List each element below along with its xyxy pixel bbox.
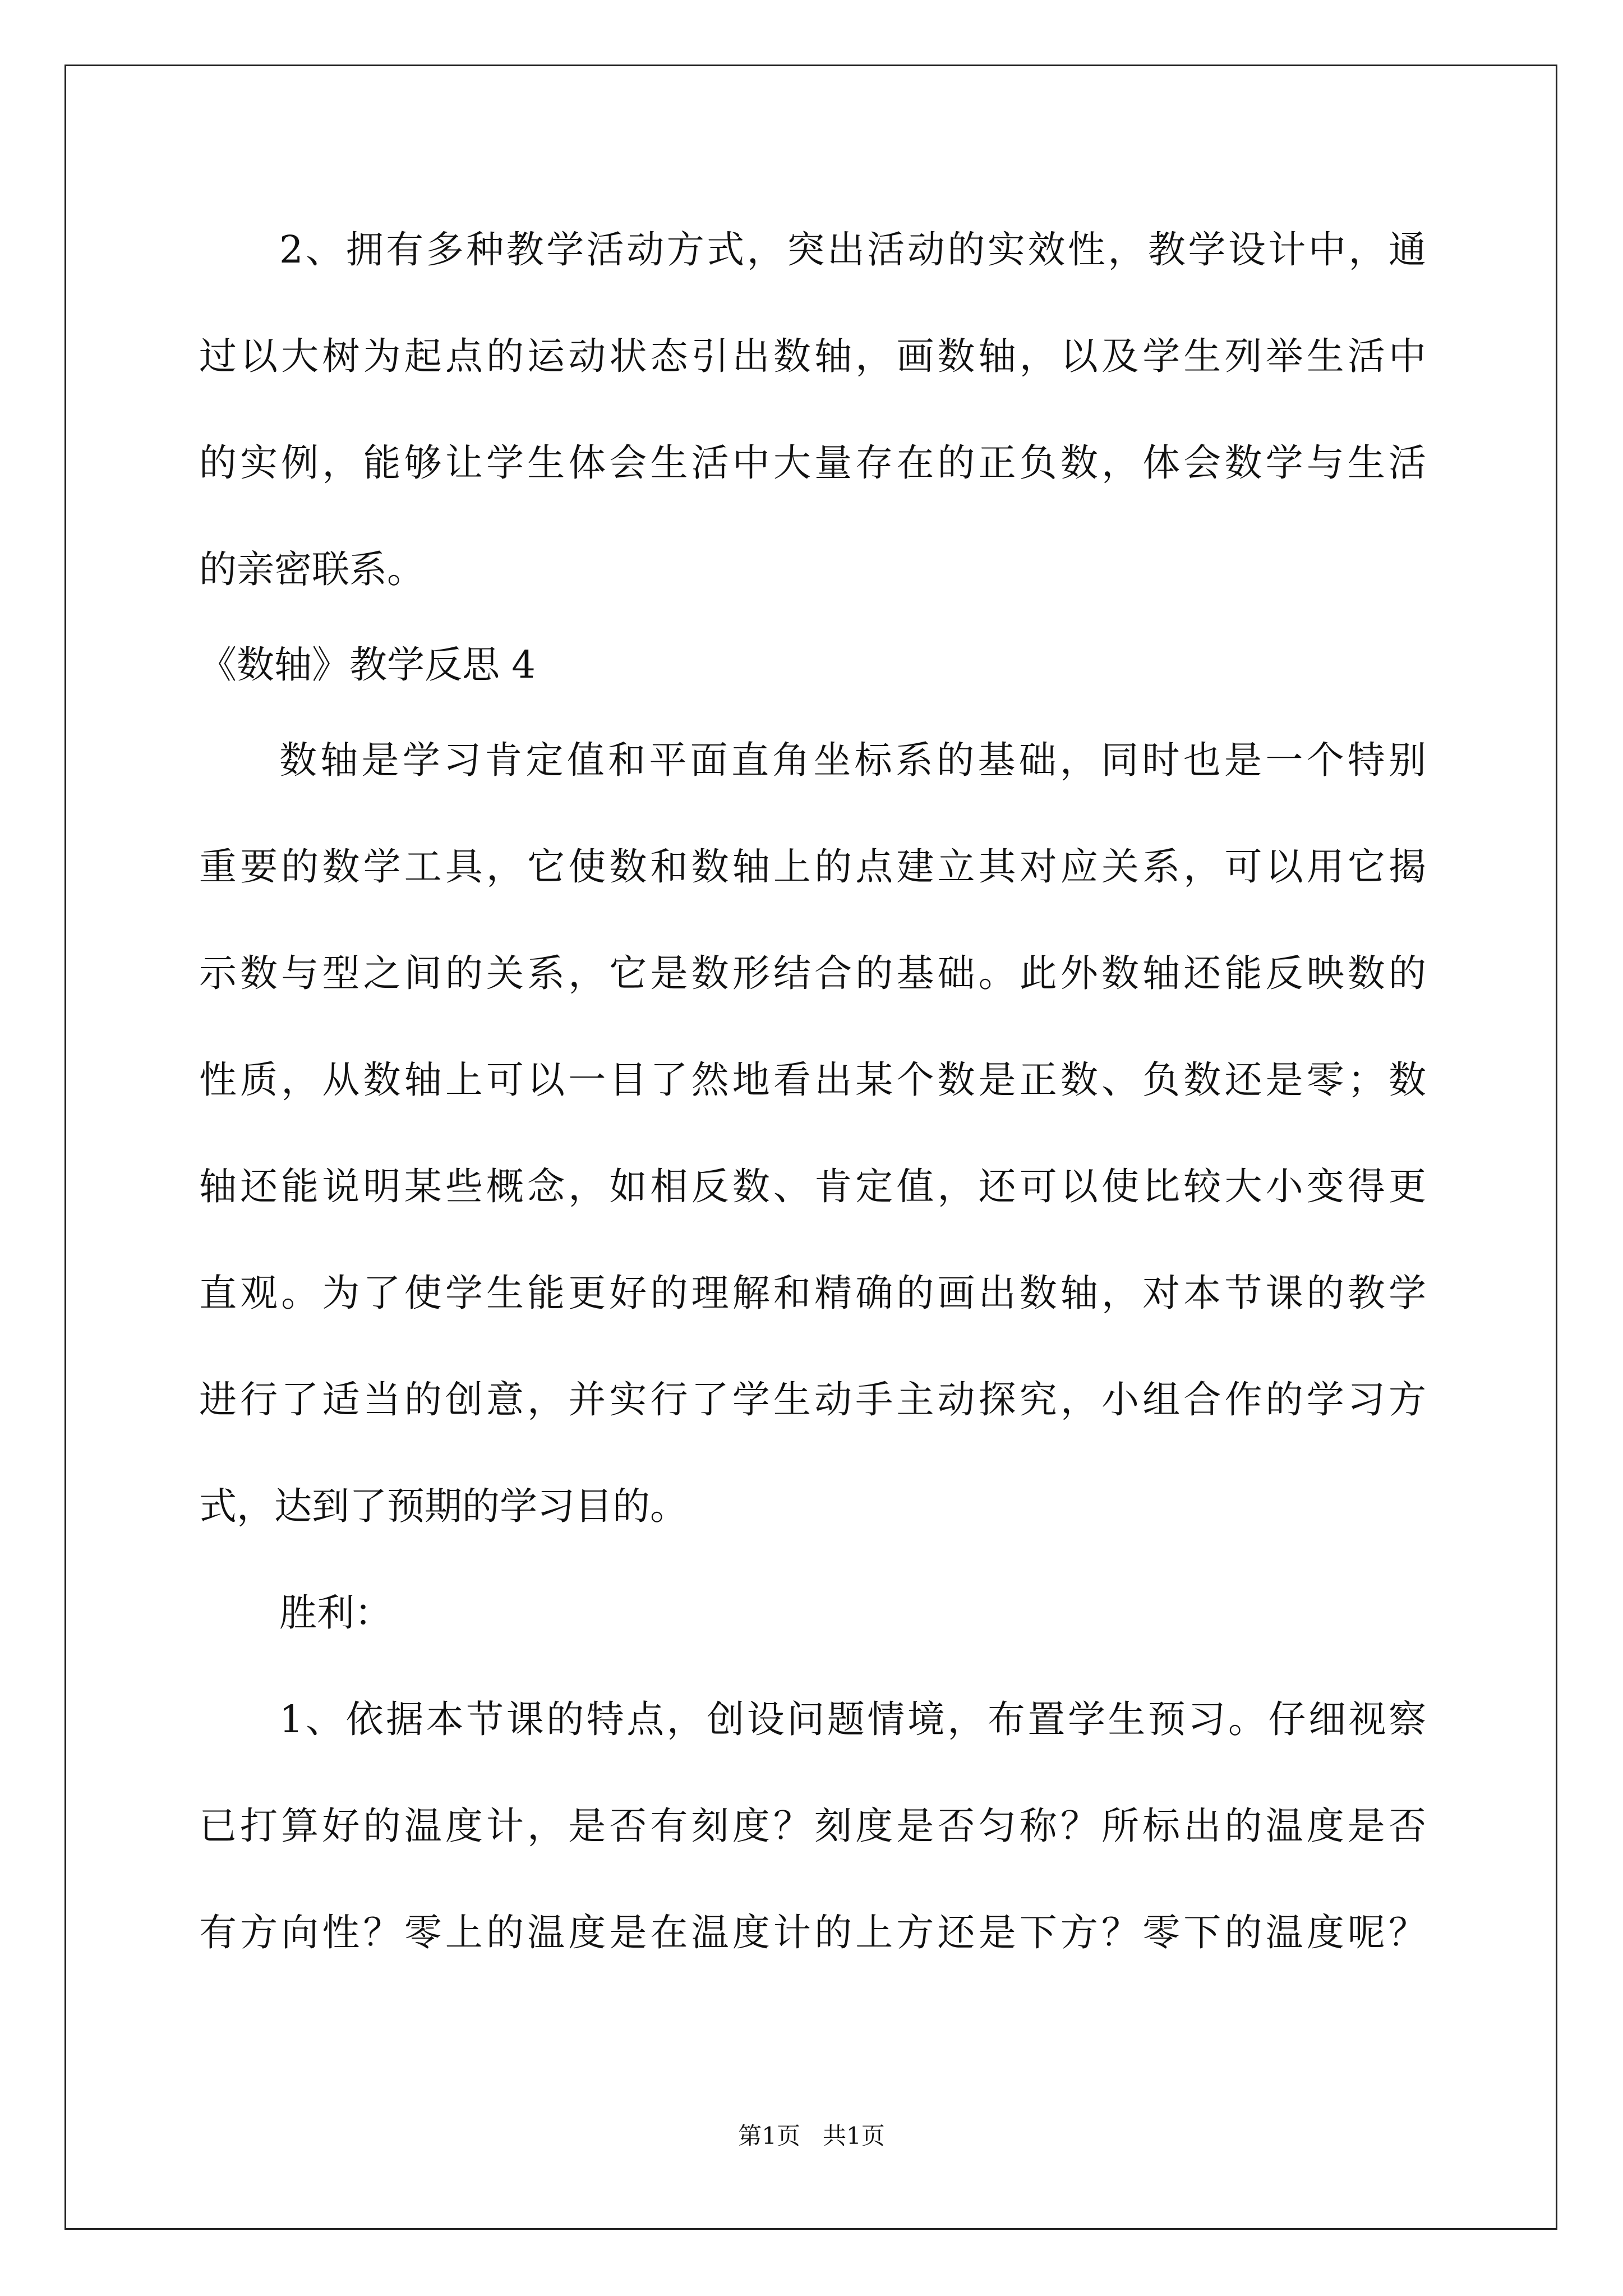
paragraph-line: 性质，从数轴上可以一目了然地看出某个数是正数、负数还是零；数 (199, 1058, 1426, 1102)
paragraph-line: 胜利： (279, 1591, 392, 1635)
paragraph-line: 式，达到了预期的学习目的。 (199, 1484, 688, 1528)
paragraph-line: 数轴是学习肯定值和平面直角坐标系的基础，同时也是一个特别 (279, 738, 1426, 782)
page-footer: 第1页 共1页 (738, 2122, 885, 2150)
paragraph-line: 进行了适当的创意，并实行了学生动手主动探究，小组合作的学习方 (199, 1378, 1426, 1421)
paragraph-line: 重要的数学工具，它使数和数轴上的点建立其对应关系，可以用它揭 (199, 845, 1426, 889)
paragraph-line: 已打算好的温度计，是否有刻度？刻度是否匀称？所标出的温度是否 (199, 1804, 1426, 1848)
section-heading: 《数轴》教学反思 4 (199, 643, 536, 687)
paragraph-line: 直观。为了使学生能更好的理解和精确的画出数轴，对本节课的教学 (199, 1271, 1426, 1315)
paragraph-line: 1、依据本节课的特点，创设问题情境，布置学生预习。仔细视察 (279, 1697, 1426, 1741)
paragraph-line: 的亲密联系。 (199, 547, 425, 591)
paragraph-line: 示数与型之间的关系，它是数形结合的基础。此外数轴还能反映数的 (199, 951, 1426, 995)
paragraph-line: 过以大树为起点的运动状态引出数轴，画数轴，以及学生列举生活中 (199, 334, 1426, 378)
paragraph-line: 有方向性？零上的温度是在温度计的上方还是下方？零下的温度呢？ (199, 1911, 1426, 1954)
document-body (199, 219, 1426, 2008)
paragraph-line: 轴还能说明某些概念，如相反数、肯定值，还可以使比较大小变得更 (199, 1165, 1426, 1208)
paragraph-line: 的实例，能够让学生体会生活中大量存在的正负数，体会数学与生活 (199, 441, 1426, 485)
paragraph-line: 2、拥有多种教学活动方式，突出活动的实效性，教学设计中，通 (279, 228, 1426, 272)
